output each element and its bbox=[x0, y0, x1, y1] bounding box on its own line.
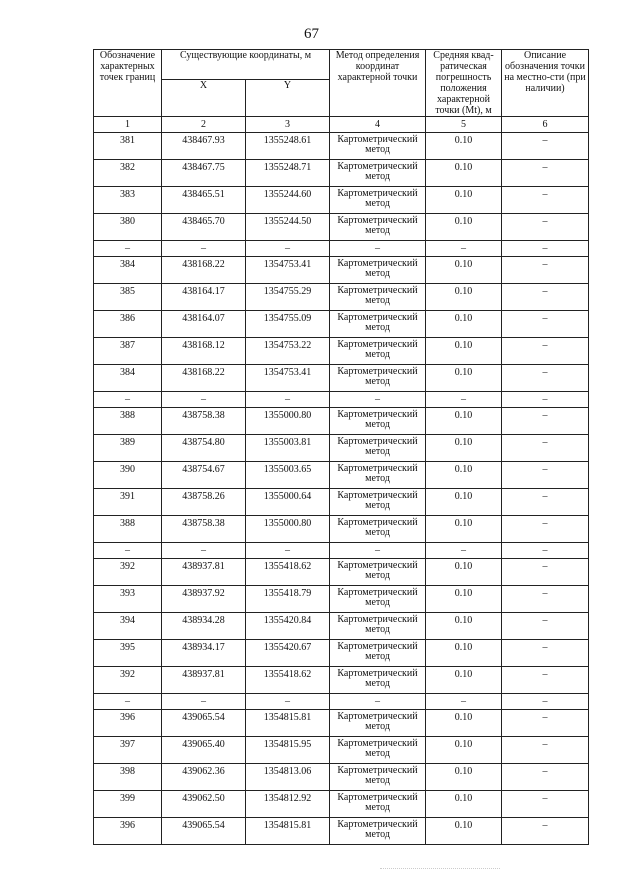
point-number-cell: 396 bbox=[94, 818, 162, 845]
error-cell: 0.10 bbox=[426, 791, 502, 818]
table-row bbox=[94, 586, 589, 613]
y-coordinate-cell: 1355420.84 bbox=[246, 613, 330, 640]
separator-dash: – bbox=[426, 241, 502, 257]
description-cell: – bbox=[502, 737, 589, 764]
y-coordinate-cell: 1355000.80 bbox=[246, 408, 330, 435]
x-coordinate-cell: 438168.22 bbox=[162, 365, 246, 392]
method-cell: Картометрический метод bbox=[330, 559, 426, 586]
table-row bbox=[94, 818, 589, 845]
table-row bbox=[94, 462, 589, 489]
description-cell: – bbox=[502, 818, 589, 845]
header-point-designation: Обозначение характерных точек границ bbox=[94, 50, 162, 117]
separator-dash: – bbox=[502, 392, 589, 408]
scan-footer-marks bbox=[380, 868, 500, 871]
separator-dash: – bbox=[502, 694, 589, 710]
description-cell: – bbox=[502, 586, 589, 613]
point-number-cell: 392 bbox=[94, 667, 162, 694]
error-cell: 0.10 bbox=[426, 489, 502, 516]
error-cell: 0.10 bbox=[426, 462, 502, 489]
description-cell: – bbox=[502, 338, 589, 365]
error-cell: 0.10 bbox=[426, 559, 502, 586]
header-existing-coordinates: Существующие координаты, м bbox=[162, 50, 330, 80]
x-coordinate-cell: 438758.38 bbox=[162, 408, 246, 435]
x-coordinate-cell: 438465.51 bbox=[162, 187, 246, 214]
x-coordinate-cell: 439062.36 bbox=[162, 764, 246, 791]
y-coordinate-cell: 1354755.29 bbox=[246, 284, 330, 311]
point-number-cell: 391 bbox=[94, 489, 162, 516]
table-row bbox=[94, 613, 589, 640]
x-coordinate-cell: 438937.81 bbox=[162, 559, 246, 586]
header-y: Y bbox=[246, 79, 330, 116]
method-cell: Картометрический метод bbox=[330, 791, 426, 818]
separator-dash: – bbox=[426, 694, 502, 710]
description-cell: – bbox=[502, 284, 589, 311]
separator-dash: – bbox=[426, 543, 502, 559]
x-coordinate-cell: 438937.81 bbox=[162, 667, 246, 694]
y-coordinate-cell: 1355244.60 bbox=[246, 187, 330, 214]
point-number-cell: 392 bbox=[94, 559, 162, 586]
error-cell: 0.10 bbox=[426, 214, 502, 241]
point-number-cell: 390 bbox=[94, 462, 162, 489]
page-number: 67 bbox=[304, 26, 319, 42]
description-cell: – bbox=[502, 764, 589, 791]
table-body bbox=[94, 133, 589, 845]
point-number-cell: 389 bbox=[94, 435, 162, 462]
table-row bbox=[94, 311, 589, 338]
coordinates-table bbox=[93, 49, 589, 845]
x-coordinate-cell: 438937.92 bbox=[162, 586, 246, 613]
separator-dash: – bbox=[162, 241, 246, 257]
separator-dash: – bbox=[94, 241, 162, 257]
x-coordinate-cell: 438467.93 bbox=[162, 133, 246, 160]
column-number-row bbox=[94, 117, 589, 133]
header-method: Метод определения координат характерной точки bbox=[330, 50, 426, 117]
separator-dash: – bbox=[426, 392, 502, 408]
method-cell: Картометрический метод bbox=[330, 284, 426, 311]
separator-dash: – bbox=[330, 241, 426, 257]
y-coordinate-cell: 1354753.41 bbox=[246, 365, 330, 392]
error-cell: 0.10 bbox=[426, 667, 502, 694]
x-coordinate-cell: 438754.80 bbox=[162, 435, 246, 462]
column-number: 3 bbox=[246, 117, 330, 133]
table-row bbox=[94, 408, 589, 435]
x-coordinate-cell: 438168.22 bbox=[162, 257, 246, 284]
y-coordinate-cell: 1355244.50 bbox=[246, 214, 330, 241]
y-coordinate-cell: 1354815.81 bbox=[246, 710, 330, 737]
y-coordinate-cell: 1355418.79 bbox=[246, 586, 330, 613]
table-row bbox=[94, 791, 589, 818]
table-row bbox=[94, 187, 589, 214]
y-coordinate-cell: 1355000.64 bbox=[246, 489, 330, 516]
separator-dash: – bbox=[502, 543, 589, 559]
method-cell: Картометрический метод bbox=[330, 586, 426, 613]
y-coordinate-cell: 1354755.09 bbox=[246, 311, 330, 338]
x-coordinate-cell: 439065.54 bbox=[162, 710, 246, 737]
error-cell: 0.10 bbox=[426, 257, 502, 284]
separator-dash: – bbox=[162, 392, 246, 408]
y-coordinate-cell: 1355418.62 bbox=[246, 667, 330, 694]
x-coordinate-cell: 439065.40 bbox=[162, 737, 246, 764]
column-number: 6 bbox=[502, 117, 589, 133]
column-number: 2 bbox=[162, 117, 246, 133]
table-row bbox=[94, 667, 589, 694]
x-coordinate-cell: 439062.50 bbox=[162, 791, 246, 818]
x-coordinate-cell: 438164.17 bbox=[162, 284, 246, 311]
separator-dash: – bbox=[162, 694, 246, 710]
error-cell: 0.10 bbox=[426, 764, 502, 791]
point-number-cell: 385 bbox=[94, 284, 162, 311]
y-coordinate-cell: 1355248.61 bbox=[246, 133, 330, 160]
error-cell: 0.10 bbox=[426, 613, 502, 640]
point-number-cell: 398 bbox=[94, 764, 162, 791]
separator-dash: – bbox=[94, 694, 162, 710]
error-cell: 0.10 bbox=[426, 710, 502, 737]
table-row bbox=[94, 365, 589, 392]
point-number-cell: 386 bbox=[94, 311, 162, 338]
separator-row bbox=[94, 241, 589, 257]
table-row bbox=[94, 133, 589, 160]
table-row bbox=[94, 489, 589, 516]
column-number: 1 bbox=[94, 117, 162, 133]
y-coordinate-cell: 1354815.81 bbox=[246, 818, 330, 845]
x-coordinate-cell: 438934.28 bbox=[162, 613, 246, 640]
error-cell: 0.10 bbox=[426, 737, 502, 764]
method-cell: Картометрический метод bbox=[330, 764, 426, 791]
x-coordinate-cell: 438758.38 bbox=[162, 516, 246, 543]
error-cell: 0.10 bbox=[426, 640, 502, 667]
method-cell: Картометрический метод bbox=[330, 160, 426, 187]
method-cell: Картометрический метод bbox=[330, 737, 426, 764]
description-cell: – bbox=[502, 187, 589, 214]
y-coordinate-cell: 1354813.06 bbox=[246, 764, 330, 791]
y-coordinate-cell: 1355248.71 bbox=[246, 160, 330, 187]
column-number: 4 bbox=[330, 117, 426, 133]
table-row bbox=[94, 284, 589, 311]
header-x: X bbox=[162, 79, 246, 116]
error-cell: 0.10 bbox=[426, 133, 502, 160]
point-number-cell: 388 bbox=[94, 408, 162, 435]
table-row bbox=[94, 559, 589, 586]
table-row bbox=[94, 257, 589, 284]
method-cell: Картометрический метод bbox=[330, 257, 426, 284]
description-cell: – bbox=[502, 613, 589, 640]
description-cell: – bbox=[502, 462, 589, 489]
x-coordinate-cell: 438758.26 bbox=[162, 489, 246, 516]
method-cell: Картометрический метод bbox=[330, 435, 426, 462]
x-coordinate-cell: 438465.70 bbox=[162, 214, 246, 241]
description-cell: – bbox=[502, 133, 589, 160]
error-cell: 0.10 bbox=[426, 435, 502, 462]
separator-row bbox=[94, 543, 589, 559]
y-coordinate-cell: 1354753.41 bbox=[246, 257, 330, 284]
point-number-cell: 387 bbox=[94, 338, 162, 365]
point-number-cell: 396 bbox=[94, 710, 162, 737]
x-coordinate-cell: 438168.12 bbox=[162, 338, 246, 365]
column-number: 5 bbox=[426, 117, 502, 133]
header-description: Описание обозначения точки на местно-сти (при наличии) bbox=[502, 50, 589, 117]
x-coordinate-cell: 438467.75 bbox=[162, 160, 246, 187]
point-number-cell: 380 bbox=[94, 214, 162, 241]
method-cell: Картометрический метод bbox=[330, 516, 426, 543]
y-coordinate-cell: 1354815.95 bbox=[246, 737, 330, 764]
separator-dash: – bbox=[330, 392, 426, 408]
description-cell: – bbox=[502, 667, 589, 694]
error-cell: 0.10 bbox=[426, 311, 502, 338]
y-coordinate-cell: 1355420.67 bbox=[246, 640, 330, 667]
point-number-cell: 384 bbox=[94, 365, 162, 392]
error-cell: 0.10 bbox=[426, 160, 502, 187]
header-row bbox=[94, 50, 589, 80]
method-cell: Картометрический метод bbox=[330, 710, 426, 737]
separator-dash: – bbox=[94, 543, 162, 559]
table-row bbox=[94, 435, 589, 462]
error-cell: 0.10 bbox=[426, 516, 502, 543]
method-cell: Картометрический метод bbox=[330, 133, 426, 160]
description-cell: – bbox=[502, 435, 589, 462]
point-number-cell: 388 bbox=[94, 516, 162, 543]
separator-dash: – bbox=[246, 392, 330, 408]
table-row bbox=[94, 516, 589, 543]
error-cell: 0.10 bbox=[426, 365, 502, 392]
y-coordinate-cell: 1355000.80 bbox=[246, 516, 330, 543]
description-cell: – bbox=[502, 559, 589, 586]
description-cell: – bbox=[502, 311, 589, 338]
separator-row bbox=[94, 392, 589, 408]
description-cell: – bbox=[502, 214, 589, 241]
point-number-cell: 394 bbox=[94, 613, 162, 640]
method-cell: Картометрический метод bbox=[330, 365, 426, 392]
method-cell: Картометрический метод bbox=[330, 462, 426, 489]
separator-dash: – bbox=[246, 241, 330, 257]
point-number-cell: 381 bbox=[94, 133, 162, 160]
description-cell: – bbox=[502, 516, 589, 543]
y-coordinate-cell: 1355003.65 bbox=[246, 462, 330, 489]
description-cell: – bbox=[502, 365, 589, 392]
method-cell: Картометрический метод bbox=[330, 187, 426, 214]
method-cell: Картометрический метод bbox=[330, 667, 426, 694]
description-cell: – bbox=[502, 791, 589, 818]
description-cell: – bbox=[502, 160, 589, 187]
separator-dash: – bbox=[502, 241, 589, 257]
separator-dash: – bbox=[94, 392, 162, 408]
method-cell: Картометрический метод bbox=[330, 214, 426, 241]
separator-dash: – bbox=[330, 543, 426, 559]
point-number-cell: 384 bbox=[94, 257, 162, 284]
method-cell: Картометрический метод bbox=[330, 408, 426, 435]
description-cell: – bbox=[502, 489, 589, 516]
table-row bbox=[94, 338, 589, 365]
point-number-cell: 382 bbox=[94, 160, 162, 187]
y-coordinate-cell: 1354753.22 bbox=[246, 338, 330, 365]
method-cell: Картометрический метод bbox=[330, 818, 426, 845]
table-row bbox=[94, 710, 589, 737]
description-cell: – bbox=[502, 408, 589, 435]
method-cell: Картометрический метод bbox=[330, 640, 426, 667]
separator-dash: – bbox=[246, 543, 330, 559]
error-cell: 0.10 bbox=[426, 284, 502, 311]
error-cell: 0.10 bbox=[426, 187, 502, 214]
description-cell: – bbox=[502, 710, 589, 737]
separator-dash: – bbox=[330, 694, 426, 710]
separator-dash: – bbox=[246, 694, 330, 710]
method-cell: Картометрический метод bbox=[330, 613, 426, 640]
method-cell: Картометрический метод bbox=[330, 338, 426, 365]
point-number-cell: 393 bbox=[94, 586, 162, 613]
table-row bbox=[94, 737, 589, 764]
y-coordinate-cell: 1355418.62 bbox=[246, 559, 330, 586]
x-coordinate-cell: 438934.17 bbox=[162, 640, 246, 667]
point-number-cell: 395 bbox=[94, 640, 162, 667]
separator-dash: – bbox=[162, 543, 246, 559]
header-mean-square-error: Средняя квад-ратическая погрешность положения характерной точки (Mt), м bbox=[426, 50, 502, 117]
point-number-cell: 383 bbox=[94, 187, 162, 214]
error-cell: 0.10 bbox=[426, 586, 502, 613]
table-row bbox=[94, 764, 589, 791]
x-coordinate-cell: 438164.07 bbox=[162, 311, 246, 338]
point-number-cell: 399 bbox=[94, 791, 162, 818]
separator-row bbox=[94, 694, 589, 710]
point-number-cell: 397 bbox=[94, 737, 162, 764]
table-row bbox=[94, 160, 589, 187]
x-coordinate-cell: 439065.54 bbox=[162, 818, 246, 845]
y-coordinate-cell: 1354812.92 bbox=[246, 791, 330, 818]
x-coordinate-cell: 438754.67 bbox=[162, 462, 246, 489]
description-cell: – bbox=[502, 257, 589, 284]
method-cell: Картометрический метод bbox=[330, 489, 426, 516]
method-cell: Картометрический метод bbox=[330, 311, 426, 338]
table-row bbox=[94, 640, 589, 667]
description-cell: – bbox=[502, 640, 589, 667]
y-coordinate-cell: 1355003.81 bbox=[246, 435, 330, 462]
table-row bbox=[94, 214, 589, 241]
error-cell: 0.10 bbox=[426, 408, 502, 435]
error-cell: 0.10 bbox=[426, 818, 502, 845]
error-cell: 0.10 bbox=[426, 338, 502, 365]
